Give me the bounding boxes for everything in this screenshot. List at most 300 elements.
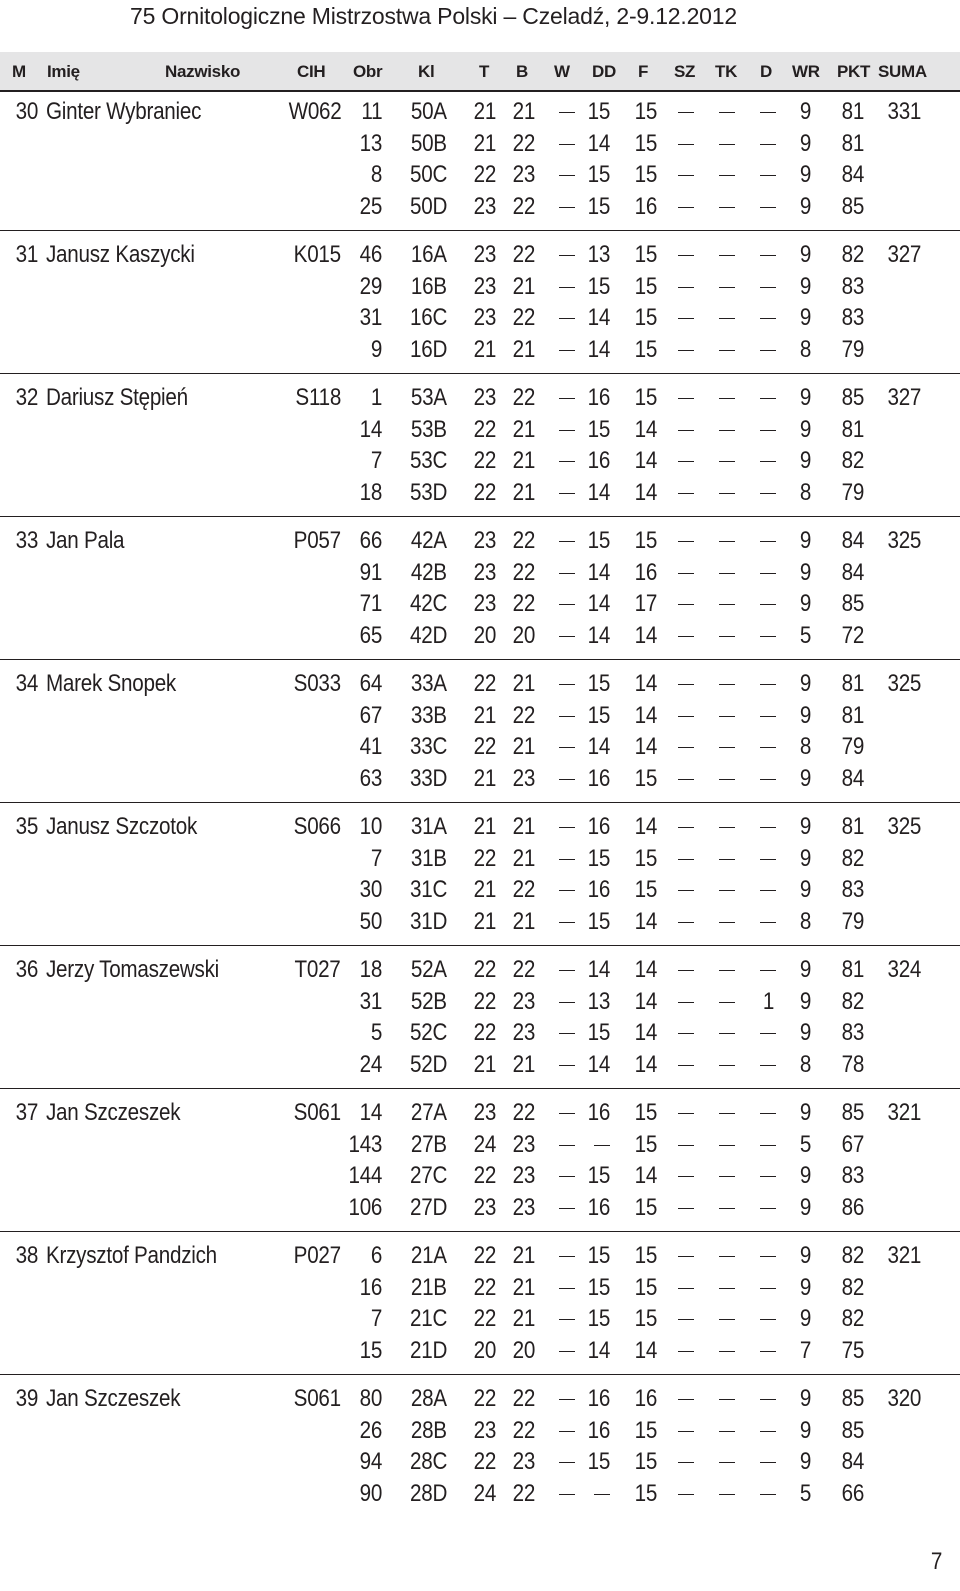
cell-kl: 21D <box>409 1336 447 1364</box>
cell-kl: 27D <box>409 1193 447 1221</box>
cell-t: 23 <box>473 241 496 268</box>
cell-dd: 15 <box>587 1305 610 1332</box>
header-t: T <box>479 62 490 81</box>
cell-obr: 106 <box>348 1193 382 1221</box>
cell-wr: 8 <box>799 907 811 935</box>
dash-w <box>559 1319 575 1320</box>
cell-t: 21 <box>473 1050 496 1078</box>
cell-pkt: 82 <box>841 447 864 474</box>
dash-w <box>559 1002 575 1003</box>
dash-d <box>760 1494 776 1495</box>
cell-cih: W062 <box>288 98 341 125</box>
dash-d <box>760 318 776 319</box>
cell-obr: 1 <box>370 384 382 411</box>
dash-d <box>760 1065 776 1066</box>
dash-sz <box>678 1431 694 1432</box>
dash-w <box>559 144 575 145</box>
cell-suma: 325 <box>887 670 921 697</box>
cell-f: 15 <box>634 1448 657 1475</box>
dash-sz <box>678 493 694 494</box>
cell-kl: 33C <box>409 733 447 760</box>
cell-t: 23 <box>473 1416 496 1444</box>
dash-w <box>559 1399 575 1400</box>
cell-dd: 16 <box>587 813 610 840</box>
cell-f: 14 <box>634 956 657 983</box>
cell-wr: 9 <box>799 1416 811 1444</box>
cell-f: 15 <box>634 272 657 300</box>
cell-dd: 15 <box>587 415 610 443</box>
dash-tk <box>719 1256 735 1257</box>
cell-name: Jerzy Tomaszewski <box>46 956 220 983</box>
header-f: F <box>638 62 649 81</box>
cell-wr: 9 <box>799 1019 811 1046</box>
cell-suma: 331 <box>887 98 921 125</box>
cell-obr: 90 <box>359 1479 382 1507</box>
header-kl: Kl <box>418 62 435 81</box>
cell-kl: 21C <box>409 1305 447 1332</box>
dash-w <box>559 461 575 462</box>
cell-obr: 29 <box>359 272 382 300</box>
cell-obr: 14 <box>359 415 382 443</box>
cell-name: Jan Pala <box>46 527 125 554</box>
dash-sz <box>678 827 694 828</box>
dash-d <box>760 716 776 717</box>
cell-obr: 10 <box>359 813 382 840</box>
cell-dd: 16 <box>587 1385 610 1412</box>
cell-t: 22 <box>473 1448 496 1475</box>
cell-f: 14 <box>634 415 657 443</box>
cell-name: Janusz Kaszycki <box>46 241 195 268</box>
dash-w <box>559 175 575 176</box>
cell-cih: S118 <box>295 384 341 411</box>
dash-d <box>760 1319 776 1320</box>
cell-dd: 16 <box>587 764 610 792</box>
cell-wr: 5 <box>799 621 811 649</box>
cell-t: 22 <box>473 1385 496 1412</box>
dash-w <box>559 398 575 399</box>
dash-d <box>760 1462 776 1463</box>
dash-tk <box>719 175 735 176</box>
cell-dd: 14 <box>587 1050 610 1078</box>
cell-pkt: 81 <box>841 701 864 729</box>
dash-sz <box>678 922 694 923</box>
cell-f: 17 <box>634 590 657 617</box>
cell-b: 21 <box>512 733 535 760</box>
dash-d <box>760 890 776 891</box>
cell-name: Krzysztof Pandzich <box>46 1242 217 1269</box>
cell-obr: 16 <box>359 1273 382 1301</box>
cell-pkt: 85 <box>841 1099 864 1126</box>
cell-dd: 15 <box>587 527 610 554</box>
dash-w <box>559 716 575 717</box>
dash-sz <box>678 1176 694 1177</box>
cell-kl: 53C <box>409 447 447 474</box>
cell-t: 21 <box>473 813 496 840</box>
cell-cih: S061 <box>293 1385 341 1412</box>
cell-wr: 9 <box>799 1193 811 1221</box>
cell-kl: 42D <box>409 621 447 649</box>
dash-w <box>559 1431 575 1432</box>
cell-b: 22 <box>512 956 535 983</box>
dash-tk <box>719 1351 735 1352</box>
dash-sz <box>678 747 694 748</box>
cell-kl: 53D <box>409 478 447 506</box>
cell-f: 15 <box>634 844 657 872</box>
cell-t: 21 <box>473 907 496 935</box>
dash-tk <box>719 1033 735 1034</box>
dash-w <box>559 827 575 828</box>
cell-b: 21 <box>512 415 535 443</box>
cell-t: 22 <box>473 1019 496 1046</box>
cell-dd: 16 <box>587 1416 610 1444</box>
dash-w <box>559 1494 575 1495</box>
header-cih: CIH <box>297 62 326 81</box>
cell-pkt: 82 <box>841 1273 864 1301</box>
dash-sz <box>678 112 694 113</box>
cell-dd: 14 <box>587 129 610 157</box>
dash-sz <box>678 716 694 717</box>
cell-pkt: 81 <box>841 956 864 983</box>
dash-sz <box>678 398 694 399</box>
cell-pkt: 84 <box>841 161 864 188</box>
cell-cih: P057 <box>293 527 341 554</box>
cell-b: 21 <box>512 447 535 474</box>
cell-f: 15 <box>634 304 657 331</box>
cell-obr: 9 <box>370 335 382 363</box>
cell-dd: 15 <box>587 1162 610 1189</box>
dash-tk <box>719 350 735 351</box>
dash-w <box>559 255 575 256</box>
cell-f: 14 <box>634 1050 657 1078</box>
dash-w <box>559 573 575 574</box>
dash-d <box>760 827 776 828</box>
cell-obr: 24 <box>359 1050 382 1078</box>
cell-b: 21 <box>512 478 535 506</box>
cell-pkt: 86 <box>841 1193 864 1221</box>
dash-tk <box>719 779 735 780</box>
dash-tk <box>719 1431 735 1432</box>
dash-w <box>559 1113 575 1114</box>
cell-t: 24 <box>473 1479 496 1507</box>
cell-dd: 13 <box>587 241 610 268</box>
dash-tk <box>719 573 735 574</box>
cell-wr: 7 <box>799 1336 811 1364</box>
dash-d <box>760 604 776 605</box>
cell-pkt: 78 <box>841 1050 864 1078</box>
cell-suma: 324 <box>887 956 921 983</box>
cell-dd: 15 <box>587 1019 610 1046</box>
cell-f: 14 <box>634 701 657 729</box>
cell-cih: T027 <box>294 956 341 983</box>
cell-obr: 18 <box>359 478 382 506</box>
cell-wr: 9 <box>799 1273 811 1301</box>
page-title: 75 Ornitologiczne Mistrzostwa Polski – Czeladź, 2-9.12.2012 <box>130 3 737 29</box>
cell-b: 21 <box>512 1273 535 1301</box>
cell-dd: 14 <box>587 590 610 617</box>
cell-t: 23 <box>473 272 496 300</box>
dash-tk <box>719 970 735 971</box>
dash-tk <box>719 461 735 462</box>
cell-name: Dariusz Stępień <box>46 384 188 411</box>
cell-kl: 28B <box>411 1416 447 1444</box>
cell-b: 20 <box>512 1336 535 1364</box>
cell-dd: 15 <box>587 192 610 220</box>
cell-f: 15 <box>634 1193 657 1221</box>
dash-tk <box>719 207 735 208</box>
cell-f: 14 <box>634 907 657 935</box>
dash-w <box>559 1288 575 1289</box>
cell-dd: 14 <box>587 335 610 363</box>
cell-f: 14 <box>634 447 657 474</box>
cell-pkt: 83 <box>841 272 864 300</box>
header-w: W <box>554 62 570 81</box>
cell-obr: 13 <box>359 129 382 157</box>
cell-f: 15 <box>634 161 657 188</box>
cell-obr: 25 <box>359 192 382 220</box>
cell-obr: 6 <box>370 1242 382 1269</box>
cell-pkt: 66 <box>841 1479 864 1507</box>
cell-b: 22 <box>512 527 535 554</box>
cell-d: 1 <box>762 987 774 1015</box>
cell-suma: 327 <box>887 384 921 411</box>
cell-kl: 27B <box>411 1130 447 1158</box>
cell-kl: 16C <box>409 304 447 331</box>
cell-wr: 9 <box>799 1385 811 1412</box>
cell-f: 15 <box>634 876 657 903</box>
dash-tk <box>719 430 735 431</box>
dash-tk <box>719 144 735 145</box>
group-divider <box>0 1231 960 1232</box>
cell-f: 14 <box>634 478 657 506</box>
dash-d <box>760 287 776 288</box>
cell-obr: 65 <box>359 621 382 649</box>
cell-f: 15 <box>634 764 657 792</box>
cell-b: 22 <box>512 876 535 903</box>
cell-t: 22 <box>473 1162 496 1189</box>
dash-sz <box>678 287 694 288</box>
cell-cih: S066 <box>293 813 341 840</box>
cell-obr: 11 <box>361 98 382 125</box>
cell-dd: 16 <box>587 447 610 474</box>
cell-pkt: 83 <box>841 876 864 903</box>
cell-kl: 31C <box>409 876 447 903</box>
cell-kl: 28D <box>409 1479 447 1507</box>
dash-d <box>760 747 776 748</box>
dash-w <box>559 318 575 319</box>
dash-d <box>760 207 776 208</box>
header-imie: Imię <box>47 62 80 81</box>
cell-wr: 9 <box>799 1162 811 1189</box>
cell-wr: 9 <box>799 1305 811 1332</box>
cell-t: 22 <box>473 1273 496 1301</box>
group-divider <box>0 516 960 517</box>
dash-d <box>760 398 776 399</box>
dash-w <box>559 1351 575 1352</box>
dash-d <box>760 1431 776 1432</box>
cell-f: 15 <box>634 335 657 363</box>
dash-d <box>760 1288 776 1289</box>
dash-tk <box>719 1176 735 1177</box>
dash-sz <box>678 859 694 860</box>
dash-dd <box>594 1145 610 1146</box>
cell-t: 20 <box>473 621 496 649</box>
dash-tk <box>719 541 735 542</box>
cell-pkt: 82 <box>841 241 864 268</box>
cell-f: 14 <box>634 1162 657 1189</box>
cell-f: 14 <box>634 670 657 697</box>
dash-tk <box>719 1288 735 1289</box>
cell-kl: 27A <box>411 1099 447 1126</box>
header-dd: DD <box>592 62 616 81</box>
cell-f: 15 <box>634 1305 657 1332</box>
cell-f: 15 <box>634 129 657 157</box>
cell-f: 15 <box>634 1130 657 1158</box>
header-pkt: PKT <box>837 62 871 81</box>
dash-sz <box>678 604 694 605</box>
cell-pkt: 79 <box>841 733 864 760</box>
dash-w <box>559 684 575 685</box>
dash-tk <box>719 287 735 288</box>
dash-w <box>559 922 575 923</box>
cell-b: 22 <box>512 1385 535 1412</box>
dash-d <box>760 779 776 780</box>
cell-dd: 16 <box>587 1193 610 1221</box>
dash-tk <box>719 890 735 891</box>
cell-kl: 16B <box>411 272 447 300</box>
cell-dd: 16 <box>587 876 610 903</box>
cell-pkt: 81 <box>841 415 864 443</box>
cell-f: 15 <box>634 1479 657 1507</box>
dash-sz <box>678 684 694 685</box>
dash-w <box>559 1208 575 1209</box>
cell-kl: 33A <box>411 670 447 697</box>
cell-name: Jan Szczeszek <box>46 1099 181 1126</box>
cell-kl: 52B <box>411 987 447 1015</box>
cell-obr: 144 <box>348 1162 382 1189</box>
cell-b: 21 <box>512 1305 535 1332</box>
dash-w <box>559 350 575 351</box>
dash-d <box>760 493 776 494</box>
cell-f: 15 <box>634 241 657 268</box>
dash-d <box>760 573 776 574</box>
dash-d <box>760 1256 776 1257</box>
cell-kl: 50D <box>409 192 447 220</box>
header-m: M <box>12 62 26 81</box>
dash-d <box>760 684 776 685</box>
cell-m: 34 <box>15 670 38 697</box>
cell-pkt: 83 <box>841 1162 864 1189</box>
cell-pkt: 81 <box>841 813 864 840</box>
cell-kl: 28A <box>411 1385 447 1412</box>
cell-b: 21 <box>512 813 535 840</box>
cell-wr: 9 <box>799 98 811 125</box>
cell-wr: 9 <box>799 272 811 300</box>
dash-sz <box>678 541 694 542</box>
cell-dd: 14 <box>587 304 610 331</box>
cell-kl: 52A <box>411 956 447 983</box>
cell-b: 21 <box>512 1050 535 1078</box>
cell-dd: 15 <box>587 98 610 125</box>
cell-t: 21 <box>473 876 496 903</box>
cell-b: 22 <box>512 1099 535 1126</box>
cell-b: 21 <box>512 1242 535 1269</box>
dash-sz <box>678 1351 694 1352</box>
cell-pkt: 81 <box>841 98 864 125</box>
dash-w <box>559 747 575 748</box>
cell-t: 23 <box>473 527 496 554</box>
dash-sz <box>678 1399 694 1400</box>
cell-pkt: 79 <box>841 335 864 363</box>
cell-f: 14 <box>634 621 657 649</box>
dash-tk <box>719 1319 735 1320</box>
cell-obr: 26 <box>359 1416 382 1444</box>
cell-t: 22 <box>473 1242 496 1269</box>
cell-b: 22 <box>512 304 535 331</box>
cell-cih: S061 <box>293 1099 341 1126</box>
dash-tk <box>719 1065 735 1066</box>
cell-obr: 31 <box>359 304 382 331</box>
cell-wr: 9 <box>799 527 811 554</box>
dash-tk <box>719 112 735 113</box>
cell-pkt: 85 <box>841 1385 864 1412</box>
cell-t: 21 <box>473 701 496 729</box>
cell-pkt: 81 <box>841 670 864 697</box>
dash-sz <box>678 350 694 351</box>
cell-pkt: 83 <box>841 304 864 331</box>
cell-dd: 14 <box>587 478 610 506</box>
cell-obr: 67 <box>359 701 382 729</box>
dash-w <box>559 779 575 780</box>
cell-t: 23 <box>473 558 496 586</box>
header-nazwisko: Nazwisko <box>165 62 241 81</box>
dash-tk <box>719 1399 735 1400</box>
dash-dd <box>594 1494 610 1495</box>
cell-kl: 52C <box>409 1019 447 1046</box>
cell-wr: 9 <box>799 590 811 617</box>
cell-wr: 8 <box>799 1050 811 1078</box>
cell-wr: 9 <box>799 161 811 188</box>
cell-pkt: 72 <box>841 621 864 649</box>
cell-obr: 71 <box>359 590 382 617</box>
cell-f: 14 <box>634 733 657 760</box>
dash-sz <box>678 207 694 208</box>
cell-wr: 9 <box>799 701 811 729</box>
cell-dd: 16 <box>587 1099 610 1126</box>
cell-wr: 9 <box>799 1099 811 1126</box>
dash-tk <box>719 1494 735 1495</box>
dash-w <box>559 430 575 431</box>
dash-w <box>559 859 575 860</box>
dash-d <box>760 1351 776 1352</box>
cell-wr: 9 <box>799 1242 811 1269</box>
cell-wr: 8 <box>799 733 811 760</box>
cell-dd: 15 <box>587 907 610 935</box>
cell-kl: 50B <box>411 129 447 157</box>
dash-tk <box>719 1462 735 1463</box>
dash-w <box>559 287 575 288</box>
dash-sz <box>678 1208 694 1209</box>
dash-d <box>760 175 776 176</box>
group-divider <box>0 659 960 660</box>
cell-wr: 9 <box>799 558 811 586</box>
cell-kl: 33D <box>409 764 447 792</box>
cell-wr: 8 <box>799 335 811 363</box>
cell-kl: 52D <box>409 1050 447 1078</box>
dash-w <box>559 636 575 637</box>
cell-b: 23 <box>512 987 535 1015</box>
cell-dd: 14 <box>587 733 610 760</box>
header-tk: TK <box>715 62 738 81</box>
